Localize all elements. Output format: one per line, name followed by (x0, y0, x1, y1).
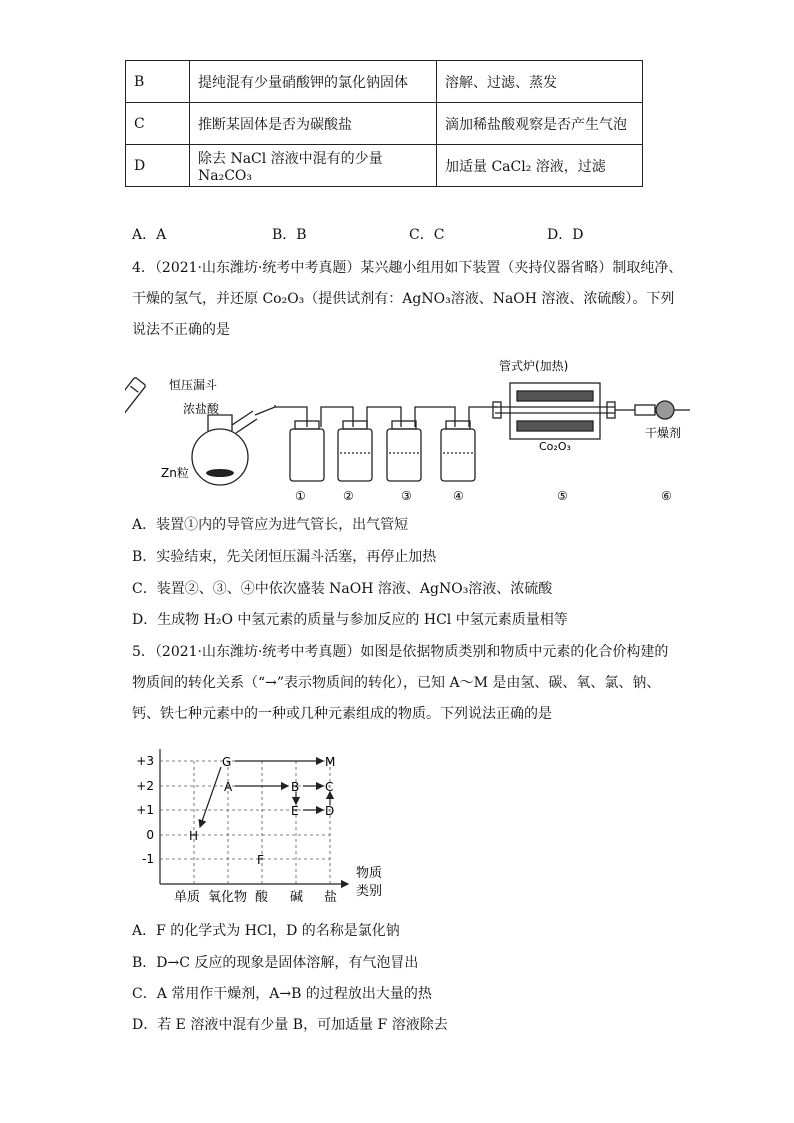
bottle-3 (387, 421, 421, 481)
pressure-funnel (125, 377, 146, 458)
q5-stem-line: 物质间的转化关系（“→”表示物质间的转化），已知 A～M 是由氢、碳、氧、氯、钠、 (132, 675, 661, 691)
row-label: C (126, 103, 190, 145)
zinc-granules (206, 469, 234, 477)
q5-option-b[interactable]: B．D→C 反应的现象是固体溶解，有气泡冒出 (132, 955, 419, 971)
table-row (126, 145, 643, 187)
q4-stem-line: 4．（2021·山东潍坊·统考中考真题）某兴趣小组用如下装置（夹持仪器省略）制取纯净、 (132, 260, 683, 276)
q5-stem-line: 钙、铁七种元素中的一种或几种元素组成的物质。下列说法正确的是 (132, 706, 552, 722)
y-tick: +1 (136, 803, 154, 817)
q5-stem-line: 5．（2021·山东潍坊·统考中考真题）如图是依据物质类别和物质中元素的化合价构建的 (132, 644, 669, 660)
point-d: D (325, 804, 335, 818)
row-purpose: 除去 NaCl 溶液中混有的少量 Na₂CO₃ (190, 145, 437, 187)
point-a: A (224, 780, 233, 794)
point-e: E (291, 804, 299, 818)
x-axis-label: 物质 (356, 866, 383, 881)
table-row (126, 61, 643, 103)
drier-label: 干燥剂 (645, 426, 682, 440)
furnace-label: 管式炉(加热) (499, 359, 569, 373)
q4-stem-line: 干燥的氢气，并还原 Co₂O₃（提供试剂有：AgNO₃溶液、NaOH 溶液、浓硫酸）。下列 (132, 291, 675, 307)
y-tick: -1 (142, 852, 154, 866)
x-tick: 单质 (174, 890, 201, 905)
device-number: ④ (453, 489, 464, 503)
acid-label: 浓盐酸 (183, 402, 220, 416)
choice-b[interactable]: B．B (272, 227, 307, 243)
row-method: 滴加稀盐酸观察是否产生气泡 (437, 103, 643, 145)
funnel-label: 恒压漏斗 (169, 378, 218, 392)
x-tick: 碱 (290, 890, 304, 905)
choice-d[interactable]: D．D (547, 227, 584, 243)
device-number: ⑤ (557, 489, 568, 503)
row-purpose: 推断某固体是否为碳酸盐 (190, 103, 437, 145)
apparatus-diagram (125, 355, 695, 505)
device-number: ⑥ (661, 489, 672, 503)
choice-a[interactable]: A．A (132, 227, 167, 243)
q3-choices (132, 225, 652, 245)
sample-label: Co₂O₃ (539, 440, 571, 453)
point-g: G (222, 755, 232, 769)
row-purpose: 提纯混有少量硝酸钾的氯化钠固体 (190, 61, 437, 103)
q4-option-c[interactable]: C．装置②、③、④中依次盛装 NaOH 溶液、AgNO₃溶液、浓硫酸 (132, 581, 553, 597)
row-label: D (126, 145, 190, 187)
grid (160, 761, 330, 884)
point-m: M (325, 755, 336, 769)
point-h: H (189, 829, 199, 843)
choice-c[interactable]: C．C (409, 227, 445, 243)
drying-tube (615, 401, 690, 419)
x-tick: 酸 (255, 890, 269, 905)
row-method: 溶解、过滤、蒸发 (437, 61, 643, 103)
device-number: ③ (401, 489, 412, 503)
y-tick: 0 (146, 828, 154, 842)
q4-stem-line: 说法不正确的是 (132, 322, 230, 338)
bottle-4 (441, 421, 475, 481)
y-tick: +2 (136, 779, 154, 793)
row-label: B (126, 61, 190, 103)
x-tick: 氧化物 (208, 890, 248, 905)
q4-option-d[interactable]: D．生成物 H₂O 中氢元素的质量与参加反应的 HCl 中氢元素质量相等 (132, 612, 568, 628)
bottle-1 (290, 421, 324, 481)
bottle-2 (338, 421, 372, 481)
device-number: ① (295, 489, 306, 503)
options-table (125, 60, 643, 187)
point-b: B (291, 780, 300, 794)
row-method: 加适量 CaCl₂ 溶液，过滤 (437, 145, 643, 187)
q4-option-b[interactable]: B．实验结束，先关闭恒压漏斗活塞，再停止加热 (132, 549, 437, 565)
point-c: C (325, 780, 334, 794)
arrow-g-h (200, 767, 221, 827)
device-number: ② (343, 489, 354, 503)
q5-option-a[interactable]: A．F 的化学式为 HCl，D 的名称是氯化钠 (132, 923, 400, 939)
y-tick: +3 (136, 754, 154, 768)
tube-furnace (493, 383, 615, 439)
valence-chart (128, 745, 398, 905)
q4-option-a[interactable]: A．装置①内的导管应为进气管长，出气管短 (132, 517, 409, 533)
point-f: F (257, 853, 264, 867)
q5-option-c[interactable]: C．A 常用作干燥剂，A→B 的过程放出大量的热 (132, 986, 432, 1002)
q5-option-d[interactable]: D．若 E 溶液中混有少量 B，可加适量 F 溶液除去 (132, 1017, 448, 1033)
table-row (126, 103, 643, 145)
zinc-label: Zn粒 (161, 466, 189, 480)
x-tick: 盐 (324, 890, 338, 905)
x-axis-label: 类别 (356, 884, 383, 899)
